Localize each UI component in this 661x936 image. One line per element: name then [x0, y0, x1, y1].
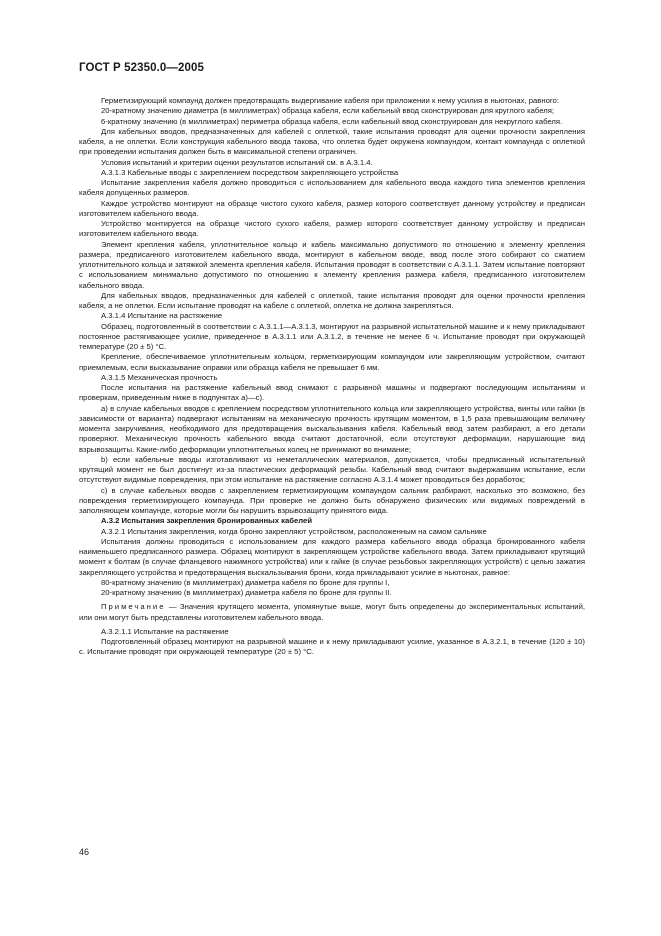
note-label: Примечание	[101, 602, 166, 612]
paragraph: 6-кратному значению (в миллиметрах) периметра образца кабеля, если кабельный ввод сконструирован для некруглого кабеля.	[101, 116, 563, 126]
paragraph: Образец, подготовленный в соответствии с А.3.1.1—А.3.1.3, монтируют на разрывной испытательной машине и к нему прикладывают постоянное растягивающее усилие, приведенное в А.3.1.1 или А.3.1.2, в течение не менее 6 ч. Испытание проводят при окружающей температуре (20 ± 5) °С.	[79, 321, 585, 351]
subsection-heading: А.3.1.5 Механическая прочность	[101, 372, 218, 382]
paragraph: Для кабельных вводов, предназначенных для кабелей с оплеткой, такие испытания проводят для оценки прочности крепления кабеля, а не оплетки. Если испытание проводят на кабеле с оплеткой, оплетка не должна закрепляться.	[79, 290, 585, 310]
paragraph: Устройство монтируется на образце чистого сухого кабеля, размер которого соответствует данному устройству и предписан изготовителем кабельного ввода.	[79, 219, 585, 239]
list-item: с) в случае кабельных вводов с закреплением герметизирующим компаундом сальник разбирают, насколько это возможно, без повреждения герметизирующего компаунда. При проверке не должно быть обнаружено физических или видимых повреждений в заполняющем компаунде, которые могли бы нарушить взрывозащиту принятого вида.	[79, 485, 585, 515]
paragraph: Испытания должны проводиться с использованием для каждого размера кабельного ввода образца бронированного кабеля наименьшего предписанного размера. Образец монтируют в закрепляющем устройстве кабельного ввода. Затем прикладывают крутящий момент к болтам (в случае фланцевого нажимного устройства) или к гайке (в случае резьбовых закрепляющих устройств) с целью зажатия закрепляющего устройства и предотвращения выскальзывания брони, когда прикладывают усилие в ньютонах, равное:	[79, 536, 585, 577]
list-item: 80-кратному значению (в миллиметрах) диаметра кабеля по броне для группы I,	[101, 577, 390, 587]
list-item: а) в случае кабельных вводов с креплением посредством уплотнительного кольца или закрепляющего устройства, винты или гайки (в зависимости от варианта) подвергают испытаниям на механическую прочность крутящим моментом, в 1,5 раза превышающим величину момента закручивания, необходимого для предотвращения выскальзывания кабеля. Кабельный ввод затем разбирают, а его детали проверяют. Механическую прочность кабельного ввода считают достаточной, если отсутствуют деформации, нарушающие вид взрывозащиты. Какие-либо деформации уплотнительных колец не принимают во внимание;	[79, 403, 585, 454]
document-header: ГОСТ Р 52350.0—2005	[79, 62, 204, 74]
subsection-heading: А.3.2.1.1 Испытание на растяжение	[101, 626, 229, 636]
paragraph: Подготовленный образец монтируют на разрывной машине и к нему прикладывают усилие, указанное в А.3.2.1, в течение (120 ± 10) с. Испытание проводят при окружающей температуре (20 ± 5) °С.	[79, 637, 585, 657]
paragraph: Условия испытаний и критерии оценки результатов испытаний см. в А.3.1.4.	[101, 157, 373, 167]
paragraph: Крепление, обеспечиваемое уплотнительным кольцом, герметизирующим компаундом или закрепляющим устройством, считают приемлемым, если высказывание оправки или образца кабеля не превышает 6 мм.	[79, 352, 585, 372]
subsection-heading: А.3.2.1 Испытания закрепления, когда броню закрепляют устройством, расположенным на самом сальнике	[101, 526, 487, 536]
document-body	[79, 96, 585, 658]
page-number: 46	[79, 847, 90, 857]
note	[79, 602, 585, 623]
paragraph: Испытание закрепления кабеля должно проводиться с использованием для кабельного ввода каждого типа элементов крепления кабеля допущенных размеров.	[79, 178, 585, 198]
list-item: b) если кабельные вводы изготавливают из неметаллических материалов, допускается, чтобы предписанный испытательный крутящий момент не был достигнут из-за пластических деформаций резьбы. Кабельный ввод считают выдержавшим испытание, если отсутствуют видимые повреждения, при этом испытание на растяжение согласно А.3.1.4 может проводиться без доработок;	[79, 454, 585, 485]
paragraph: Элемент крепления кабеля, уплотнительное кольцо и кабель максимально допустимого по отношению к элементу крепления размера, предписанного изготовителем кабельного ввода, монтируют в кабельном вводе, ввод после этого собирают со сжатием уплотнительного кольца и затяжкой элемента крепления кабеля. Испытания проводят в соответствии с А.3.1.1. Затем испытание повторяют с использованием минимально допустимого по отношению к элементу крепления размера кабеля, предписанного изготовителем кабельного ввода.	[79, 239, 585, 290]
paragraph: 20-кратному значению диаметра (в миллиметрах) образца кабеля, если кабельный ввод сконструирован для круглого кабеля;	[101, 106, 555, 116]
paragraph: Каждое устройство монтируют на образце чистого сухого кабеля, размер которого соответствует данному устройству и предписан изготовителем кабельного ввода.	[79, 198, 585, 218]
paragraph: Для кабельных вводов, предназначенных для кабелей с оплеткой, такие испытания проводят для оценки прочности закрепления кабеля, а не оплетки. Если конструкция кабельного ввода такова, что оплетка будет окружена компаундом, контакт компаунда с оплеткой при проведении испытания должен быть в максимальной степени ограничен.	[79, 126, 585, 157]
subsection-heading: А.3.1.4 Испытание на растяжение	[101, 311, 223, 321]
paragraph: После испытания на растяжение кабельный ввод снимают с разрывной машины и подвергают последующим испытаниям и проверкам, приведенным ниже в подпунктах а)—с).	[79, 383, 585, 403]
subsection-heading: А.3.1.3 Кабельные вводы с закреплением посредством закрепляющего устройства	[101, 167, 399, 177]
section-heading: А.3.2 Испытания закрепления бронированных кабелей	[101, 516, 313, 526]
list-item: 20-кратному значению (в миллиметрах) диаметра кабеля по броне для группы II.	[101, 588, 392, 597]
note-text: — Значения крутящего момента, упомянутые выше, могут быть определены до экспериментальных испытаний, или они могут быть представлены изготовителем кабельного ввода.	[79, 602, 585, 622]
paragraph: Герметизирующий компаунд должен предотвращать выдергивание кабеля при приложении к нему усилия в ньютонах, равного:	[101, 96, 559, 105]
